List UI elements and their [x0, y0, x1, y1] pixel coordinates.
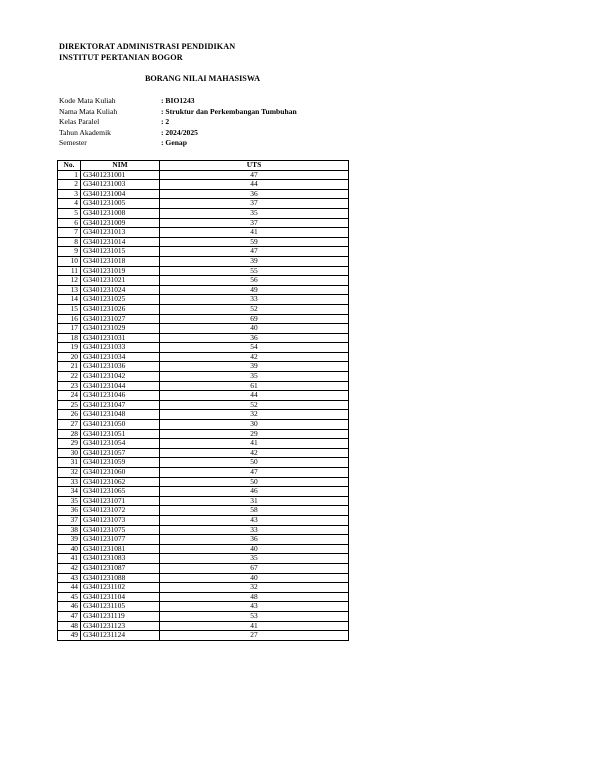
table-row — [58, 256, 349, 266]
table-row — [58, 487, 349, 497]
row-number: 42 — [58, 563, 81, 573]
uts-score: 44 — [160, 180, 349, 190]
row-number: 5 — [58, 208, 81, 218]
row-number: 18 — [58, 333, 81, 343]
student-nim: G3401231026 — [81, 304, 160, 314]
student-nim: G3401231042 — [81, 372, 160, 382]
uts-score: 42 — [160, 352, 349, 362]
table-row — [58, 276, 349, 286]
row-number: 28 — [58, 429, 81, 439]
student-nim: G3401231031 — [81, 333, 160, 343]
form-title: BORANG NILAI MAHASISWA — [144, 74, 261, 83]
course-info-row — [59, 107, 297, 118]
course-info-value: : BIO1243 — [161, 96, 195, 105]
row-number: 40 — [58, 544, 81, 554]
uts-score: 39 — [160, 256, 349, 266]
uts-score: 29 — [160, 429, 349, 439]
row-number: 39 — [58, 535, 81, 545]
row-number: 12 — [58, 276, 81, 286]
row-number: 37 — [58, 515, 81, 525]
uts-score: 47 — [160, 468, 349, 478]
student-nim: G3401231059 — [81, 458, 160, 468]
student-nim: G3401231051 — [81, 429, 160, 439]
student-nim: G3401231021 — [81, 276, 160, 286]
table-header-row — [58, 161, 349, 171]
student-nim: G3401231033 — [81, 343, 160, 353]
student-nim: G3401231073 — [81, 515, 160, 525]
row-number: 8 — [58, 237, 81, 247]
table-row — [58, 420, 349, 430]
course-info — [59, 96, 297, 149]
student-nim: G3401231019 — [81, 266, 160, 276]
column-header-no: No. — [58, 161, 81, 171]
row-number: 24 — [58, 391, 81, 401]
uts-score: 40 — [160, 573, 349, 583]
row-number: 17 — [58, 324, 81, 334]
uts-score: 40 — [160, 324, 349, 334]
row-number: 9 — [58, 247, 81, 257]
student-nim: G3401231087 — [81, 563, 160, 573]
row-number: 32 — [58, 468, 81, 478]
grades-table — [57, 160, 349, 641]
uts-score: 36 — [160, 333, 349, 343]
row-number: 48 — [58, 621, 81, 631]
table-row — [58, 515, 349, 525]
uts-score: 37 — [160, 218, 349, 228]
row-number: 45 — [58, 592, 81, 602]
uts-score: 46 — [160, 487, 349, 497]
table-row — [58, 228, 349, 238]
uts-score: 27 — [160, 631, 349, 641]
student-nim: G3401231034 — [81, 352, 160, 362]
student-nim: G3401231014 — [81, 237, 160, 247]
course-info-label: Kode Mata Kuliah — [59, 96, 116, 105]
student-nim: G3401231013 — [81, 228, 160, 238]
student-nim: G3401231077 — [81, 535, 160, 545]
uts-score: 44 — [160, 391, 349, 401]
row-number: 4 — [58, 199, 81, 209]
table-row — [58, 535, 349, 545]
row-number: 35 — [58, 496, 81, 506]
uts-score: 35 — [160, 372, 349, 382]
table-row — [58, 554, 349, 564]
student-nim: G3401231004 — [81, 189, 160, 199]
row-number: 11 — [58, 266, 81, 276]
course-info-value: : Struktur dan Perkembangan Tumbuhan — [161, 106, 297, 116]
uts-score: 49 — [160, 285, 349, 295]
row-number: 34 — [58, 487, 81, 497]
course-info-row — [59, 128, 297, 139]
course-info-row — [59, 96, 297, 107]
student-nim: G3401231008 — [81, 208, 160, 218]
course-info-value: : 2 — [161, 117, 170, 127]
row-number: 22 — [58, 372, 81, 382]
student-nim: G3401231047 — [81, 400, 160, 410]
student-nim: G3401231029 — [81, 324, 160, 334]
student-nim: G3401231060 — [81, 468, 160, 478]
course-info-value: : 2024/2025 — [161, 127, 198, 137]
table-row — [58, 439, 349, 449]
student-nim: G3401231123 — [81, 621, 160, 631]
uts-score: 55 — [160, 266, 349, 276]
row-number: 46 — [58, 602, 81, 612]
row-number: 41 — [58, 554, 81, 564]
uts-score: 33 — [160, 525, 349, 535]
student-nim: G3401231046 — [81, 391, 160, 401]
row-number: 27 — [58, 420, 81, 430]
row-number: 3 — [58, 189, 81, 199]
student-nim: G3401231005 — [81, 199, 160, 209]
student-nim: G3401231015 — [81, 247, 160, 257]
uts-score: 61 — [160, 381, 349, 391]
table-row — [58, 247, 349, 257]
student-nim: G3401231119 — [81, 611, 160, 621]
uts-score: 54 — [160, 343, 349, 353]
student-nim: G3401231018 — [81, 256, 160, 266]
row-number: 20 — [58, 352, 81, 362]
uts-score: 50 — [160, 458, 349, 468]
row-number: 19 — [58, 343, 81, 353]
course-info-label: Semester — [59, 138, 87, 148]
uts-score: 52 — [160, 304, 349, 314]
institute-name: INSTITUT PERTANIAN BOGOR — [59, 53, 183, 62]
table-row — [58, 180, 349, 190]
institution-header — [59, 41, 235, 63]
uts-score: 56 — [160, 276, 349, 286]
uts-score: 41 — [160, 439, 349, 449]
student-nim: G3401231072 — [81, 506, 160, 516]
row-number: 1 — [58, 170, 81, 180]
column-header-nim: NIM — [81, 161, 160, 171]
student-nim: G3401231083 — [81, 554, 160, 564]
row-number: 26 — [58, 410, 81, 420]
row-number: 15 — [58, 304, 81, 314]
uts-score: 50 — [160, 477, 349, 487]
uts-score: 30 — [160, 420, 349, 430]
table-row — [58, 343, 349, 353]
row-number: 31 — [58, 458, 81, 468]
uts-score: 59 — [160, 237, 349, 247]
row-number: 29 — [58, 439, 81, 449]
uts-score: 69 — [160, 314, 349, 324]
student-nim: G3401231057 — [81, 448, 160, 458]
table-row — [58, 372, 349, 382]
table-row — [58, 611, 349, 621]
student-nim: G3401231071 — [81, 496, 160, 506]
student-nim: G3401231024 — [81, 285, 160, 295]
student-nim: G3401231081 — [81, 544, 160, 554]
uts-score: 47 — [160, 247, 349, 257]
student-nim: G3401231003 — [81, 180, 160, 190]
course-info-label: Tahun Akademik — [59, 127, 111, 137]
student-nim: G3401231036 — [81, 362, 160, 372]
course-info-value: : Genap — [161, 138, 187, 148]
row-number: 47 — [58, 611, 81, 621]
course-info-label: Kelas Paralel — [59, 117, 100, 127]
student-nim: G3401231048 — [81, 410, 160, 420]
course-info-label: Nama Mata Kuliah — [59, 106, 118, 116]
uts-score: 47 — [160, 170, 349, 180]
course-info-row — [59, 138, 297, 149]
table-row — [58, 468, 349, 478]
table-row — [58, 295, 349, 305]
student-nim: G3401231054 — [81, 439, 160, 449]
table-row — [58, 631, 349, 641]
table-row — [58, 583, 349, 593]
student-nim: G3401231104 — [81, 592, 160, 602]
table-row — [58, 602, 349, 612]
row-number: 33 — [58, 477, 81, 487]
uts-score: 39 — [160, 362, 349, 372]
student-nim: G3401231124 — [81, 631, 160, 641]
uts-score: 37 — [160, 199, 349, 209]
row-number: 49 — [58, 631, 81, 641]
student-nim: G3401231105 — [81, 602, 160, 612]
directorate-name: DIREKTORAT ADMINISTRASI PENDIDIKAN — [59, 42, 236, 51]
row-number: 16 — [58, 314, 81, 324]
uts-score: 43 — [160, 602, 349, 612]
table-row — [58, 324, 349, 334]
student-nim: G3401231065 — [81, 487, 160, 497]
table-row — [58, 304, 349, 314]
row-number: 38 — [58, 525, 81, 535]
row-number: 36 — [58, 506, 81, 516]
uts-score: 40 — [160, 544, 349, 554]
row-number: 6 — [58, 218, 81, 228]
student-nim: G3401231001 — [81, 170, 160, 180]
uts-score: 33 — [160, 295, 349, 305]
row-number: 13 — [58, 285, 81, 295]
table-row — [58, 391, 349, 401]
student-nim: G3401231025 — [81, 295, 160, 305]
row-number: 21 — [58, 362, 81, 372]
uts-score: 67 — [160, 563, 349, 573]
uts-score: 41 — [160, 621, 349, 631]
uts-score: 42 — [160, 448, 349, 458]
table-row — [58, 208, 349, 218]
student-nim: G3401231050 — [81, 420, 160, 430]
row-number: 44 — [58, 583, 81, 593]
uts-score: 41 — [160, 228, 349, 238]
student-nim: G3401231062 — [81, 477, 160, 487]
uts-score: 48 — [160, 592, 349, 602]
student-nim: G3401231044 — [81, 381, 160, 391]
uts-score: 32 — [160, 410, 349, 420]
student-nim: G3401231009 — [81, 218, 160, 228]
uts-score: 52 — [160, 400, 349, 410]
uts-score: 36 — [160, 189, 349, 199]
row-number: 10 — [58, 256, 81, 266]
uts-score: 36 — [160, 535, 349, 545]
row-number: 30 — [58, 448, 81, 458]
column-header-uts: UTS — [160, 161, 349, 171]
table-row — [58, 563, 349, 573]
uts-score: 58 — [160, 506, 349, 516]
uts-score: 35 — [160, 208, 349, 218]
uts-score: 43 — [160, 515, 349, 525]
row-number: 7 — [58, 228, 81, 238]
row-number: 25 — [58, 400, 81, 410]
uts-score: 32 — [160, 583, 349, 593]
uts-score: 53 — [160, 611, 349, 621]
row-number: 2 — [58, 180, 81, 190]
student-nim: G3401231088 — [81, 573, 160, 583]
uts-score: 31 — [160, 496, 349, 506]
row-number: 14 — [58, 295, 81, 305]
student-nim: G3401231102 — [81, 583, 160, 593]
uts-score: 35 — [160, 554, 349, 564]
student-nim: G3401231075 — [81, 525, 160, 535]
row-number: 23 — [58, 381, 81, 391]
row-number: 43 — [58, 573, 81, 583]
course-info-row — [59, 117, 297, 128]
student-nim: G3401231027 — [81, 314, 160, 324]
